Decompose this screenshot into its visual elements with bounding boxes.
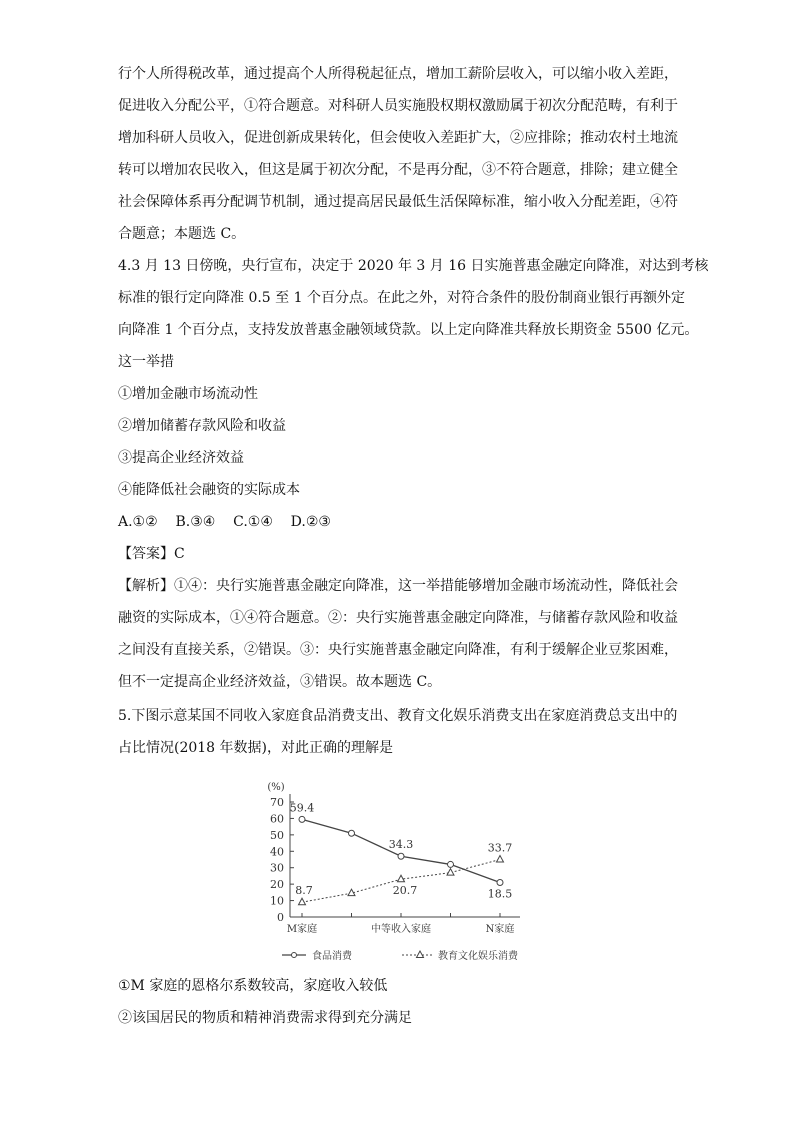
data-point <box>299 898 306 905</box>
data-point <box>398 853 404 859</box>
question4-item: ③提高企业经济效益 <box>118 450 244 466</box>
question4-analysis-line: 之间没有直接关系，②错误。③：央行实施普惠金融定向降准，有利于缓解企业豆浆困难， <box>118 642 678 658</box>
paragraph1-line: 促进收入分配公平，①符合题意。对科研人员实施股权期权激励属于初次分配范畴，有利于 <box>118 98 678 114</box>
question5-stem-line: 5.下图示意某国不同收入家庭食品消费支出、教育文化娱乐消费支出在家庭消费总支出中的 <box>118 708 678 724</box>
data-label: 59.4 <box>289 801 315 815</box>
data-point <box>447 869 454 876</box>
question4-item: ②增加储蓄存款风险和收益 <box>118 418 286 434</box>
data-point <box>497 880 503 886</box>
data-label: 34.3 <box>388 838 414 852</box>
legend-marker-food <box>292 953 297 958</box>
question4-analysis-line: 融资的实际成本，①④符合题意。②：央行实施普惠金融定向降准，与储蓄存款风险和收益 <box>118 610 678 626</box>
question5-item: ②该国居民的物质和精神消费需求得到充分满足 <box>118 1010 412 1026</box>
y-tick-label: 0 <box>277 911 284 924</box>
y-tick-label: 60 <box>270 812 284 826</box>
x-tick-label: 中等收入家庭 <box>371 924 431 935</box>
data-point <box>497 856 504 863</box>
question4-stem-line: 向降准 1 个百分点，支持发放普惠金融领域贷款。以上定向降准共释放长期资金 5500 亿元。 <box>118 322 699 338</box>
question4-answer: 【答案】C <box>118 546 185 562</box>
y-axis-label: (%) <box>267 782 285 793</box>
paragraph1-line: 社会保障体系再分配调节机制，通过提高居民最低生活保障标准，缩小收入分配差距，④符 <box>118 194 678 210</box>
data-point <box>448 861 454 867</box>
legend-label: 食品消费 <box>312 951 352 962</box>
paragraph1-line: 转可以增加农民收入，但这是属于初次分配，不是再分配，③不符合题意，排除；建立健全 <box>118 162 678 178</box>
legend-marker-education <box>417 951 424 958</box>
y-tick-label: 40 <box>270 845 284 859</box>
data-label: 8.7 <box>295 884 313 898</box>
y-tick-label: 70 <box>270 796 284 809</box>
y-tick-label: 50 <box>270 828 284 842</box>
question4-analysis-line: 但不一定提高企业经济效益，③错误。故本题选 C。 <box>118 674 442 690</box>
question4-options: A.①② B.③④ C.①④ D.②③ <box>118 514 331 530</box>
paragraph1-line: 合题意；本题选 C。 <box>118 226 246 242</box>
data-label: 20.7 <box>392 884 418 898</box>
data-point <box>349 830 355 836</box>
paragraph1-line: 行个人所得税改革，通过提高个人所得税起征点，增加工薪阶层收入，可以缩小收入差距， <box>118 66 678 82</box>
question4-stem-line: 标准的银行定向降准 0.5 至 1 个百分点。在此之外，对符合条件的股份制商业银行再额外定 <box>118 290 685 306</box>
data-point <box>299 816 305 822</box>
x-tick-label: N家庭 <box>485 924 515 935</box>
y-tick-label: 30 <box>270 861 284 875</box>
question5-stem-line: 占比情况(2018 年数据)，对此正确的理解是 <box>118 740 394 756</box>
question4-stem-line: 这一举措 <box>118 354 174 370</box>
question4-stem-line: 4.3 月 13 日傍晚，央行宣布，决定于 2020 年 3 月 16 日实施普惠金融定向降准，对达到考核 <box>118 258 709 274</box>
question4-item: ④能降低社会融资的实际成本 <box>118 482 300 498</box>
legend-label: 教育文化娱乐消费 <box>438 951 518 962</box>
line-chart <box>240 780 540 970</box>
y-tick-label: 20 <box>270 878 284 892</box>
y-tick-label: 10 <box>270 894 284 908</box>
data-label: 33.7 <box>487 841 513 855</box>
question5-item: ①M 家庭的恩格尔系数较高，家庭收入较低 <box>118 978 388 994</box>
x-tick-label: M家庭 <box>286 924 318 935</box>
question4-item: ①增加金融市场流动性 <box>118 386 258 402</box>
paragraph1-line: 增加科研人员收入，促进创新成果转化，但会使收入差距扩大，②应排除；推动农村土地流 <box>118 130 678 146</box>
data-label: 18.5 <box>487 887 513 901</box>
question4-analysis-line: 【解析】①④：央行实施普惠金融定向降准，这一举措能够增加金融市场流动性，降低社会 <box>118 578 678 594</box>
